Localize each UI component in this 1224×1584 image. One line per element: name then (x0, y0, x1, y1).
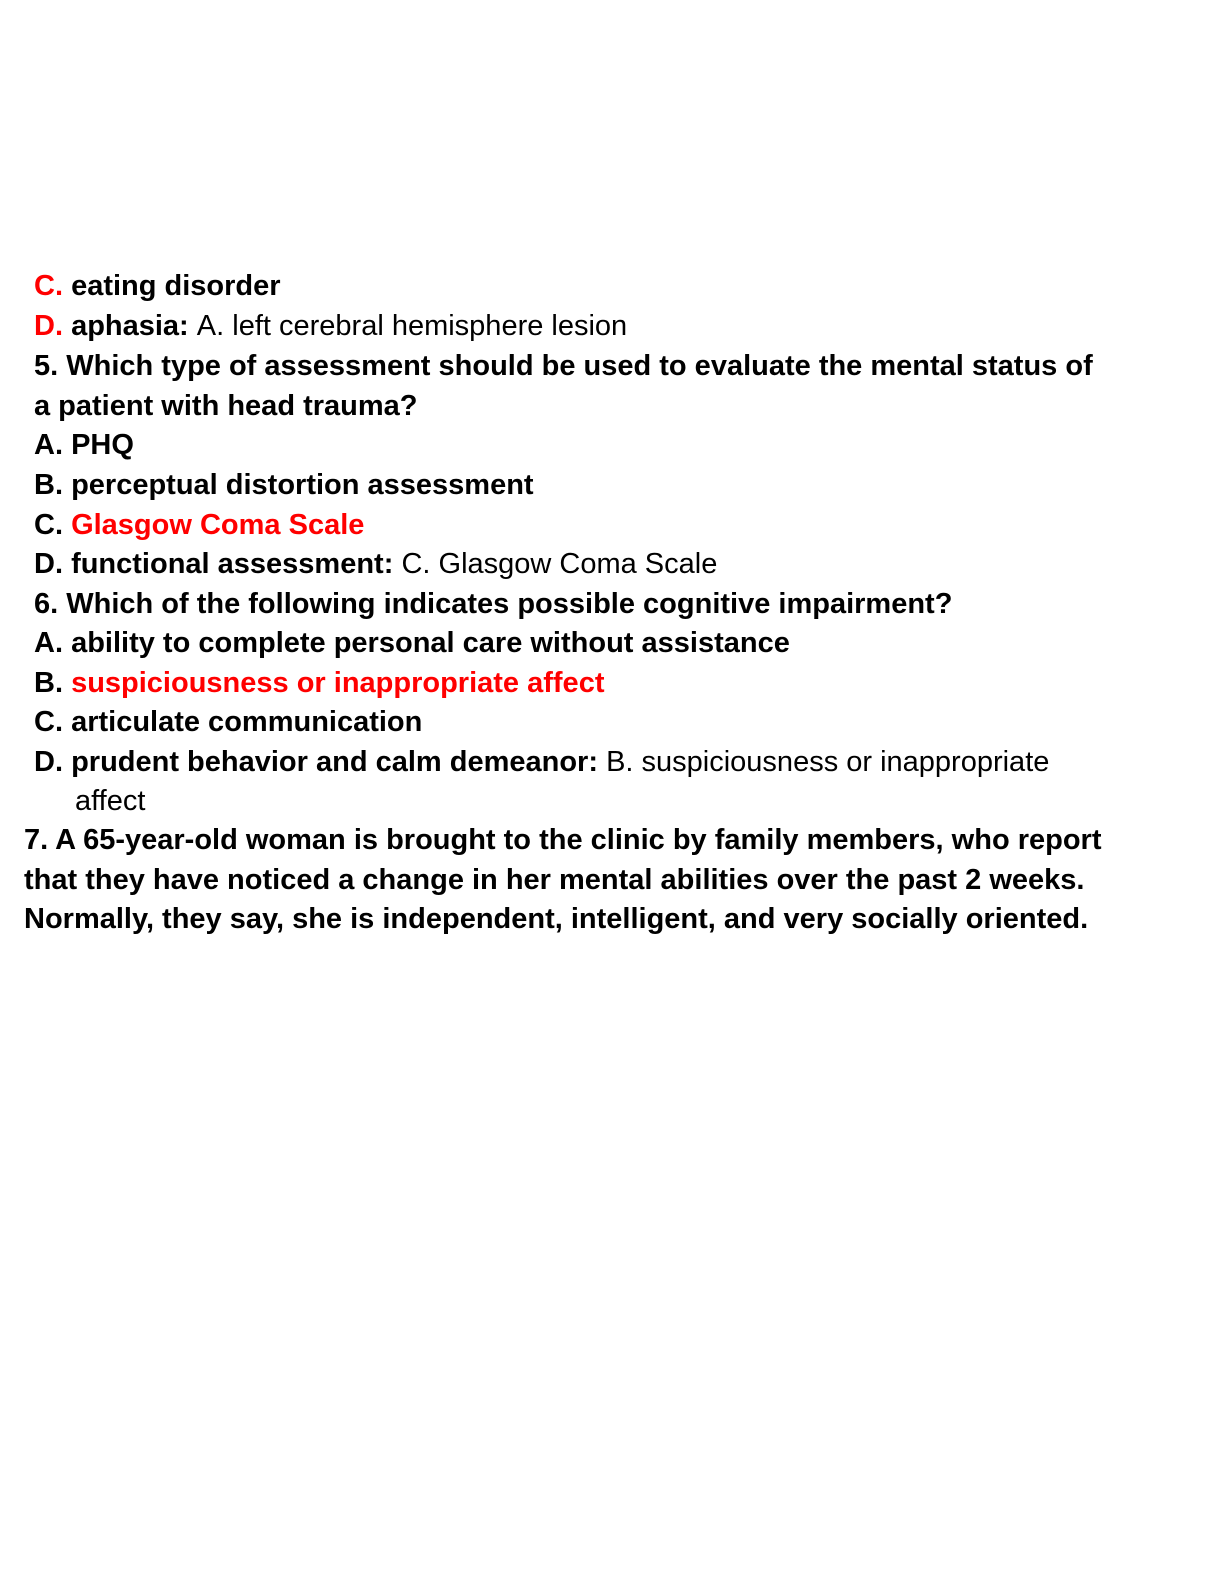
q6-option-c (34, 702, 1184, 742)
q4-option-c (34, 266, 1184, 306)
option-text: PHQ (71, 429, 134, 461)
option-label: B. (34, 469, 63, 501)
q5-answer: C. Glasgow Coma Scale (401, 548, 718, 580)
q5-option-d (34, 544, 1184, 584)
option-text: articulate communication (71, 706, 423, 738)
question-text: 7. A 65-year-old woman is brought to the clinic by family members, who report (24, 824, 1102, 856)
q7-question (24, 820, 1184, 860)
option-label: C. (34, 509, 63, 541)
q4-answer: A. left cerebral hemisphere lesion (196, 310, 628, 342)
option-text: functional assessment: (71, 548, 394, 580)
q6-option-d (34, 742, 1184, 782)
option-text: eating disorder (71, 270, 281, 302)
option-label: C. (34, 706, 63, 738)
option-text: aphasia: (71, 310, 189, 342)
option-text: perceptual distortion assessment (71, 469, 534, 501)
option-label: B. (34, 667, 63, 699)
question-text-cont2: Normally, they say, she is independent, intelligent, and very socially oriented. (24, 903, 1089, 935)
option-label: D. (34, 746, 63, 778)
option-text-correct: suspiciousness or inappropriate affect (71, 667, 605, 699)
option-label: C. (34, 270, 63, 302)
q5-question (34, 346, 1184, 386)
option-text: ability to complete personal care without assistance (71, 627, 790, 659)
q5-question-cont (34, 386, 1184, 426)
option-text-correct: Glasgow Coma Scale (71, 509, 365, 541)
q6-answer-cont (75, 781, 1224, 821)
q5-option-b (34, 465, 1184, 505)
q6-option-a (34, 623, 1184, 663)
question-text: 6. Which of the following indicates possible cognitive impairment? (34, 588, 953, 620)
answer-cont: affect (75, 785, 146, 817)
q6-question (34, 584, 1184, 624)
q5-option-a (34, 425, 1184, 465)
option-label: A. (34, 627, 63, 659)
question-text-cont: that they have noticed a change in her mental abilities over the past 2 weeks. (24, 864, 1085, 896)
option-label: A. (34, 429, 63, 461)
q5-option-c (34, 505, 1184, 545)
q6-option-b (34, 663, 1184, 703)
q7-question-cont2 (24, 899, 1184, 939)
q7-question-cont (24, 860, 1184, 900)
option-text: prudent behavior and calm demeanor: (71, 746, 599, 778)
q6-answer: B. suspiciousness or inappropriate (606, 746, 1050, 778)
q4-option-d (34, 306, 1184, 346)
option-label: D. (34, 310, 63, 342)
option-label: D. (34, 548, 63, 580)
question-text: 5. Which type of assessment should be used to evaluate the mental status of (34, 350, 1093, 382)
question-text-cont: a patient with head trauma? (34, 390, 418, 422)
